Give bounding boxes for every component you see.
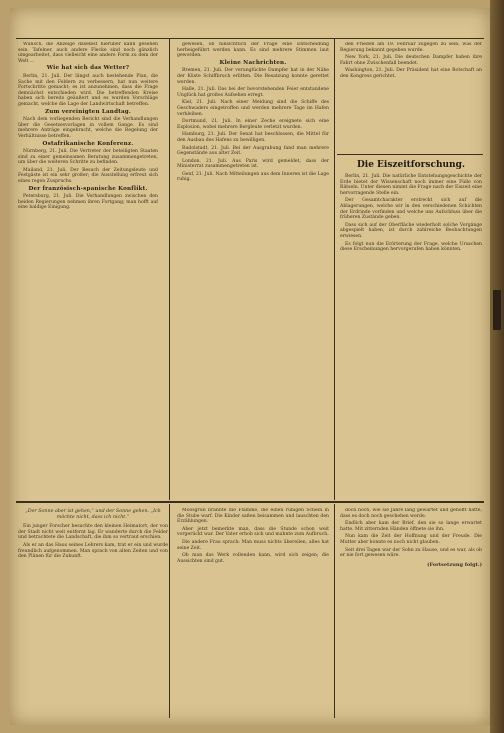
paragraph: Bremen, 21. Juli. Der verunglückte Dampfer hat in der Nähe der Küste Schiffbruch erlitten. Die Besatzung konnte gerettet werden. <box>177 68 329 85</box>
paragraph: Berlin, 21. Juli. Der längst auch bestehende Plan, die Sache mit den Feldern zu verbessern, hat nun weitere Fortschritte gemacht; es ist anzunehmen, dass die Frage demnächst entschieden wird. Die betreffenden Kreise haben sich bereits geäußert und es wurden Vorschläge gemacht, welche die Lage der Landwirtschaft betreffen. <box>18 73 158 107</box>
newspaper-page <box>10 8 490 725</box>
paragraph: Der Gesamtcharakter erstreckt sich auf die Ablagerungen, welche wir in den verschiedenen Schichten der Erdrinde vorfinden und welche uns Aufschluss über die früheren Zustände geben. <box>340 198 482 221</box>
paragraph: Dortmund, 21. Juli. In einer Zeche ereignete sich eine Explosion, wobei mehrere Bergleute verletzt wurden. <box>177 119 329 130</box>
paragraph: Die andere Frau sprach: Man muss nichts übereilen, alles hat seine Zeit. <box>177 539 329 551</box>
section-heading: Ostafrikanische Konferenz. <box>42 140 134 147</box>
paragraph: Hamburg, 21. Juli. Der Senat hat beschlossen, die Mittel für den Ausbau des Hafens zu bewilligen. <box>177 132 329 143</box>
article-title: Die Eiszeitforschung. <box>356 160 466 170</box>
paragraph: Wunsch, die Anzeige daselbst hierüber kann gesehen sein. Tafelner, auch andere Flecke sind noch gänzlich umgearbeitet, dass vielleicht eine andere Form zu dem der Welt ... <box>18 42 158 64</box>
binding-mark <box>493 290 501 330</box>
paragraph: Ob man das Werk vollenden kann, wird sich zeigen; die Aussichten sind gut. <box>177 553 329 564</box>
paragraph: Moosgrün brannte die Flamme, die einen ruhigen Schein in die Stube warf. Die Kinder saßen beisammen und lauschten den Erzählungen. <box>177 508 329 525</box>
paragraph: Dass sich auf der Oberfläche wiederholt solche Vorgänge abgespielt haben, ist durch zahlreiche Beobachtungen erwiesen. <box>340 222 482 239</box>
paragraph: Als er an das Haus seines Lehrers kam, trat er ein und wurde freundlich aufgenommen. Man sprach von alten Zeiten und von den Plänen für die Zukunft. <box>18 542 168 560</box>
column-2 <box>177 42 329 504</box>
paragraph: Seit drei Tagen war der Sohn zu Hause, und es war, als ob er nie fort gewesen wäre. <box>340 547 482 559</box>
paragraph: Halle, 21. Juli. Das bei der bevorstehenden Feier entstandene Unglück hat großes Aufsehen erregt. <box>177 87 329 98</box>
section-heading: Zum vereinigten Landtag. <box>44 108 132 115</box>
paragraph: Petersburg, 21. Juli. Die Verhandlungen zwischen den beiden Regierungen nehmen ihren Fortgang; man hofft auf eine baldige Einigung. <box>18 194 158 211</box>
paragraph: doch noch, wie sie Jahre lang gewartet und gehofft hatte, dass es doch noch geschehen werde. <box>340 508 482 519</box>
paragraph: Aber jetzt bemerkte man, dass die Stunde schon weit vorgerückt war. Der Vater erhob sich und mahnte zum Aufbruch. <box>177 526 329 538</box>
paragraph: Ein junger Forscher besuchte den kleinen Heimatort, der von der Stadt nicht weit entfernt lag. Er wanderte durch die Felder und betrachtete die Landschaft, die ihm so vertraut erschien. <box>18 524 168 541</box>
feuilleton-column-2 <box>177 508 329 718</box>
paragraph: Washington, 21. Juli. Der Präsident hat eine Botschaft an den Kongress gerichtet. <box>340 68 482 79</box>
top-rule <box>16 38 484 39</box>
paragraph: Rudolstadt, 21. Juli. Bei der Ausgrabung fand man mehrere Gegenstände aus alter Zeit. <box>177 145 329 157</box>
paragraph: Berlin, 21. Juli. Die natürliche Entstehungsgeschichte der Erde bietet der Wissenschaft noch immer eine Fülle von Rätseln. Unter diesen nimmt die Frage nach der Eiszeit eine hervorragende Stelle ein. <box>340 174 482 196</box>
paragraph: New York, 21. Juli. Die deutschen Dampfer haben ihre Fahrt ohne Zwischenfall beendet. <box>340 55 482 66</box>
column-3-article <box>340 160 482 494</box>
column-separator <box>334 504 335 718</box>
continuation-note: (Fortsetzung folgt.) <box>427 561 482 568</box>
paragraph: Nürnberg, 21. Juli. Die Vertreter der beteiligten Staaten sind zu einer gemeinsamen Beratung zusammengetreten, um über die weiteren Schritte zu befinden. <box>18 149 158 166</box>
page-binding-edge <box>490 0 504 733</box>
paragraph: Genf, 21. Juli. Nach Mitteilungen aus dem Inneren ist die Lage ruhig. <box>177 171 329 183</box>
paragraph: Nun kam die Zeit der Hoffnung und der Freude. Die Mutter aber konnte es noch nicht glauben. <box>340 534 482 545</box>
paragraph: Nach dem vorliegenden Bericht sind die Verhandlungen über die Gesetzesvorlagen in vollem Gange. Es sind mehrere Anträge eingebracht, welche die Regelung der Verhältnisse betreffen. <box>18 117 158 139</box>
quote: „Der Sonne aber ist gehen,“ und der Sonne gehen. „Ich möchte nicht, dass ich nicht.“ <box>25 509 161 520</box>
section-heading: Kleine Nachrichten. <box>219 59 287 66</box>
paragraph: den Frieden am 19. Februar zugegen zu sein, was der Regierung bekannt gegeben wurde. <box>340 42 482 53</box>
paragraph: Mailand, 21. Juli. Der Besuch der Zeitungsleute und Festgäste ist ein sehr großer; die Ausstellung erfreut sich eines regen Zuspruchs. <box>18 167 158 185</box>
feuilleton-column-1 <box>18 508 168 718</box>
section-heading: Der französisch-spanische Konflikt. <box>28 185 148 192</box>
section-heading: Wie hat sich das Wetter? <box>46 65 130 72</box>
paragraph: London, 21. Juli. Aus Paris wird gemeldet, dass der Ministerrat zusammengetreten ist. <box>177 158 329 170</box>
paragraph: Endlich aber kam der Brief, den sie so lange erwartet hatte. Mit zitternden Händen öffnete sie ihn. <box>340 521 482 532</box>
feuilleton-column-3 <box>340 508 482 718</box>
column-separator <box>169 38 170 500</box>
paragraph: gewesen, ob hinsichtlich der Frage eine Entscheidung herbeigeführt werden kann. Es sind mehrere Stimmen laut geworden. <box>177 42 329 59</box>
column-1 <box>18 42 158 504</box>
column-separator <box>169 504 170 718</box>
column-separator <box>334 38 335 500</box>
paragraph: Es folgt nun die Erörterung der Frage, welche Ursachen diese Erscheinungen hervorgerufen haben könnten. <box>340 241 482 253</box>
paragraph: Kiel, 21. Juli. Nach einer Meldung sind die Schiffe des Geschwaders eingetroffen und werden mehrere Tage im Hafen verbleiben. <box>177 100 329 117</box>
